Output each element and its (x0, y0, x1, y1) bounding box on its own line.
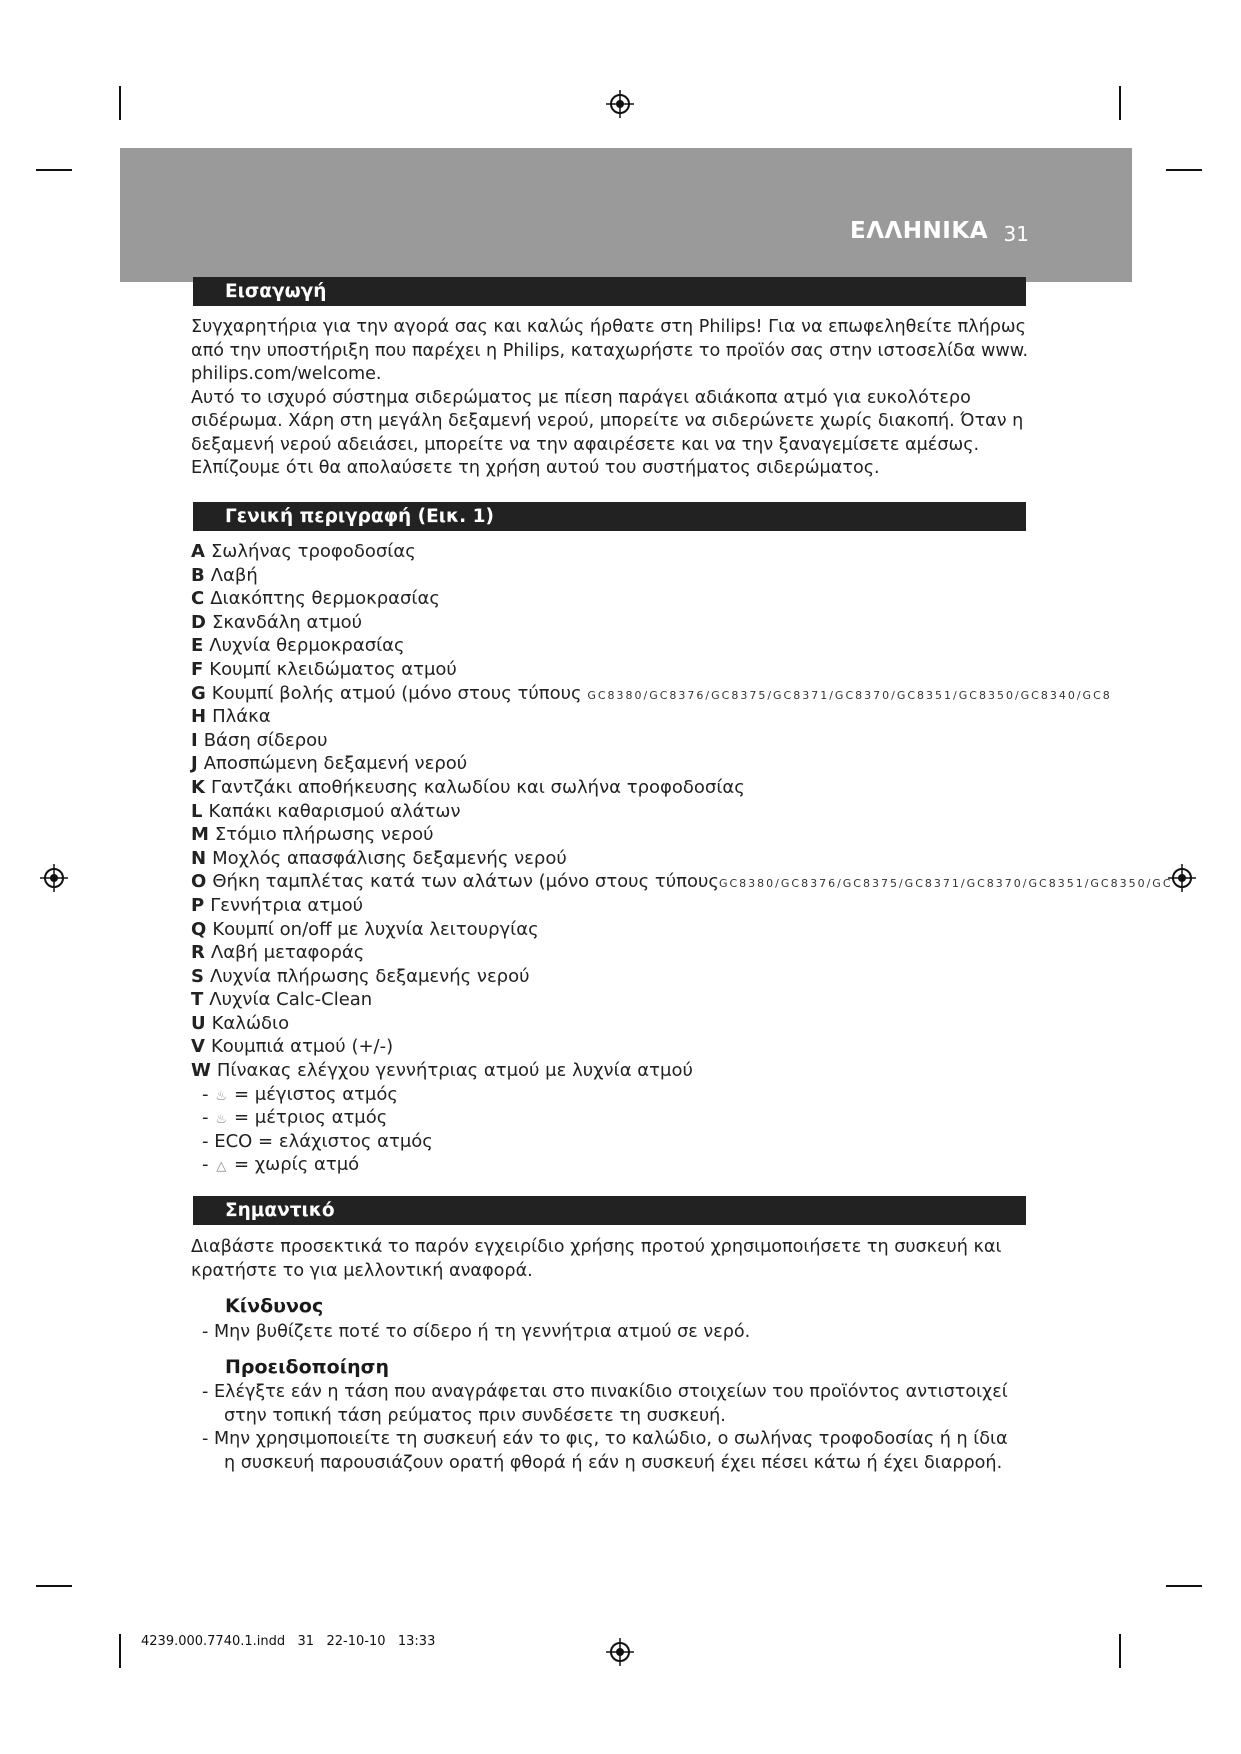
list-item: W Πίνακας ελέγχου γεννήτριας ατμού με λυχνία ατμού (191, 1060, 693, 1082)
list-item: N Μοχλός απασφάλισης δεξαμενής νερού (191, 847, 567, 869)
text-line: από την υποστήριξη που παρέχει η Philips, καταχωρήστε το προϊόν σας στην ιστοσελίδα www. (191, 340, 1029, 361)
list-item: I Βάση σίδερου (191, 729, 328, 751)
model-numbers: GC8380/GC8376/GC8375/GC8371/GC8370/GC8351/GC8350/GC (718, 877, 1173, 891)
no-steam-icon: △ (216, 1159, 227, 1175)
max-steam-icon: ♨ (215, 1088, 228, 1104)
print-slug: 4239.000.7740.1.indd 31 22-10-10 13:33 (141, 1634, 436, 1649)
list-item: V Κουμπιά ατμού (+/-) (191, 1036, 394, 1058)
list-item: Q Κουμπί on/off με λυχνία λειτουργίας (191, 918, 539, 940)
warning-bullet: - Ελέγξτε εάν η τάση που αναγράφεται στο πινακίδιο στοιχείων του προϊόντος αντιστοιχεί στην τοπική τάση ρεύματος πριν συνδέσετε τη συσκευή. (202, 1382, 1008, 1426)
list-item: D Σκανδάλη ατμού (191, 611, 363, 633)
list-item: T Λυχνία Calc-Clean (191, 989, 373, 1011)
danger-bullet: - Μην βυθίζετε ποτέ το σίδερο ή τη γεννήτρια ατμού σε νερό. (202, 1322, 751, 1342)
list-item: O Θήκη ταμπλέτας κατά των αλάτων (μόνο στους τύπουςGC8380/GC8376/GC8375/GC8371/GC8370/GC8351/GC8350/GC (191, 871, 1173, 893)
crop-mark (36, 1585, 72, 1587)
section-bar-important: Σημαντικό (193, 1196, 1026, 1225)
list-item: M Στόμιο πλήρωσης νερού (191, 824, 434, 846)
list-item: H Πλάκα (191, 706, 271, 728)
list-item: B Λαβή (191, 564, 258, 586)
list-item: A Σωλήνας τροφοδοσίας (191, 541, 416, 562)
section-bar-overview: Γενική περιγραφή (Εικ. 1) (193, 502, 1026, 531)
page-number: 31 (1003, 222, 1029, 246)
registration-mark-icon (606, 1638, 634, 1666)
danger-heading: Κίνδυνος (225, 1295, 324, 1317)
list-item: K Γαντζάκι αποθήκευσης καλωδίου και σωλήνα τροφοδοσίας (191, 776, 745, 798)
header-band (120, 148, 1132, 282)
crop-mark (1166, 1585, 1202, 1587)
list-item: E Λυχνία θερμοκρασίας (191, 635, 405, 657)
text-line: Ελπίζουμε ότι θα απολαύσετε τη χρήση αυτού του συστήματος σιδερώματος. (191, 458, 880, 478)
medium-steam-icon: ♨ (215, 1112, 228, 1128)
crop-mark (1119, 1634, 1121, 1668)
list-item: C Διακόπτης θερμοκρασίας (191, 588, 440, 610)
important-paragraph (191, 1236, 1031, 1283)
warning-heading: Προειδοποίηση (225, 1356, 389, 1378)
list-item: G Κουμπί βολής ατμού (μόνο στους τύπους GC8380/GC8376/GC8375/GC8371/GC8370/GC8351/GC8350/GC8340/GC8 (191, 682, 1112, 704)
parts-list (191, 540, 1241, 1177)
model-numbers: GC8380/GC8376/GC8375/GC8371/GC8370/GC8351/GC8350/GC8340/GC8 (587, 688, 1112, 702)
intro-paragraph (191, 316, 1031, 481)
text-line: Αυτό το ισχυρό σύστημα σιδερώματος με πίεση παράγει αδιάκοπα ατμό για ευκολότερο (191, 387, 971, 408)
language-title: ΕΛΛΗΝΙΚΑ (850, 218, 988, 244)
section-bar-intro: Εισαγωγή (193, 277, 1026, 306)
list-item: P Γεννήτρια ατμού (191, 894, 364, 916)
text-line: Συγχαρητήρια για την αγορά σας και καλώς ήρθατε στη Philips! Για να επωφεληθείτε πλήρως (191, 317, 1026, 337)
crop-mark (119, 1634, 121, 1668)
text-line: κρατήστε το για μελλοντική αναφορά. (191, 1260, 533, 1281)
text-line: philips.com/welcome. (191, 364, 382, 384)
steam-level-item: - ♨ = μέτριος ατμός (191, 1106, 1241, 1130)
text-line: σιδέρωμα. Χάρη στη μεγάλη δεξαμενή νερού, μπορείτε να σιδερώνετε χωρίς διακοπή. Όταν η (191, 411, 1024, 431)
warning-bullet: - Μην χρησιμοποιείτε τη συσκευή εάν το φις, το καλώδιο, ο σωλήνας τροφοδοσίας ή η ίδια η συσκευή παρουσιάζουν ορατή φθορά ή εάν η συσκευή έχει πέσει κάτω ή έχει διαρροή. (202, 1429, 1008, 1473)
text-line: Διαβάστε προσεκτικά το παρόν εγχειρίδιο χρήσης προτού χρησιμοποιήσετε τη συσκευή και (191, 1237, 1002, 1257)
text-line: δεξαμενή νερού αδειάσει, μπορείτε να την αφαιρέσετε και να την ξαναγεμίσετε αμέσως. (191, 434, 980, 455)
crop-mark (1119, 86, 1121, 120)
steam-level-item: - ♨ = μέγιστος ατμός (191, 1083, 1241, 1107)
crop-mark (1166, 169, 1202, 171)
list-item: F Κουμπί κλειδώματος ατμού (191, 658, 457, 680)
list-item: S Λυχνία πλήρωσης δεξαμενής νερού (191, 965, 530, 987)
list-item: J Αποσπώμενη δεξαμενή νερού (191, 753, 468, 775)
steam-level-item: - ECO = ελάχιστος ατμός (202, 1130, 433, 1152)
list-item: U Καλώδιο (191, 1012, 290, 1034)
registration-mark-icon (40, 864, 68, 892)
steam-level-item: - △ = χωρίς ατμό (191, 1153, 1241, 1177)
crop-mark (119, 86, 121, 120)
list-item: R Λαβή μεταφοράς (191, 942, 365, 964)
list-item: L Καπάκι καθαρισμού αλάτων (191, 800, 461, 822)
crop-mark (36, 169, 72, 171)
registration-mark-icon (606, 90, 634, 118)
